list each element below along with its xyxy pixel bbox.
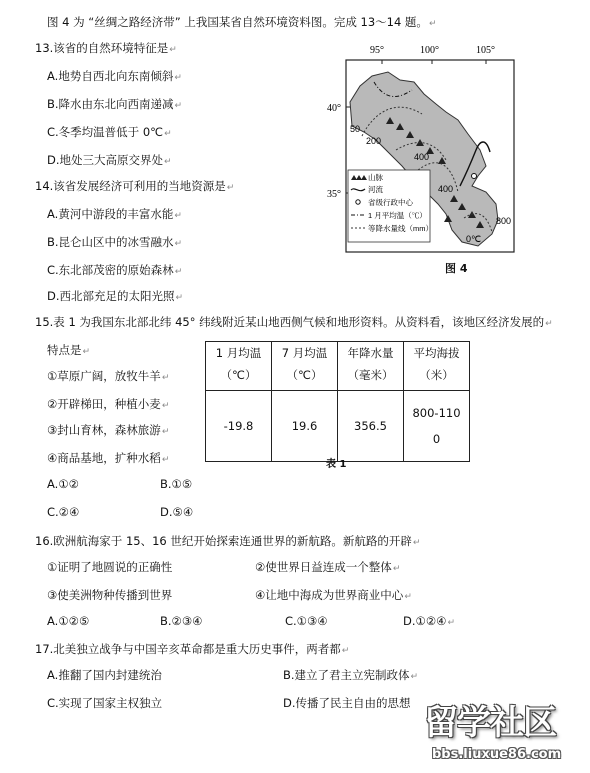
q16-answer-a: A.①②⑤ [47,614,90,628]
q17-option-b: B.建立了君主立宪制政体↵ [283,668,419,682]
legend-january-isotherm: 1 月平均温（℃） [368,211,427,220]
q15-answer-c: C.②④ [47,505,80,519]
q13-option-b: B.降水由东北向西南递减↵ [47,97,183,111]
contour-label-400-a: 400 [414,152,430,162]
contour-label-50: 50 [350,124,361,134]
table-cell-jan-temp: -19.8 [206,391,272,462]
legend-mountain: 山脉 [368,173,383,182]
table-cell-jul-temp: 19.6 [272,391,338,462]
lat-label-40: 40° [327,103,341,114]
q16-option-1: ①证明了地圆说的正确性 [47,560,173,574]
q15-option-3: ③封山育林，森林旅游↵ [47,423,170,437]
q14-option-a: A.黄河中游段的丰富水能↵ [47,207,182,221]
contour-label-800: 800 [496,216,512,226]
q15-option-1: ①草原广阔，放牧牛羊↵ [47,369,170,383]
q14-stem: 14.该省发展经济可利用的当地资源是↵ [35,179,235,193]
map-legend [348,170,433,242]
q13-option-c: C.冬季均温普低于 0℃↵ [47,125,172,139]
contour-label-400-b: 400 [438,184,454,194]
q15-stem-line2: 特点是↵ [47,343,91,357]
q16-option-3: ③使美洲物种传播到世界 [47,588,173,602]
q17-option-d: D.传播了民主自由的思想 [283,696,411,710]
intro-text: 图 4 为 “丝绸之路经济带” 上我国某省自然环境资料图。完成 13～14 题。↵ [47,15,437,29]
q15-answer-a: A.①② [47,477,79,491]
q14-option-d: D.西北部充足的太阳光照↵ [47,289,184,303]
q16-option-2: ②使世界日益连成一个整体↵ [255,560,401,574]
q14-option-c: C.东北部茂密的原始森林↵ [47,263,183,277]
table-header-jul-temp: 7 月均温 （℃） [272,342,338,391]
province-map-figure [326,42,516,254]
q15-stem-line1: 15.表 1 为我国东北部北纬 45° 纬线附近某山地西侧气候和地形资料。从资料看，该地区经济发展的↵ [35,315,553,329]
q15-answer-d: D.⑤④ [160,505,194,519]
q13-option-d: D.地处三大高原交界处↵ [47,153,172,167]
table-header-jan-temp: 1 月均温 （℃） [206,342,272,391]
q16-option-4: ④让地中海成为世界商业中心↵ [255,588,412,602]
table-cell-precip: 356.5 [338,391,404,462]
provincial-capital-marker [472,174,477,179]
lon-label-95: 95° [370,45,384,56]
legend-isohyet: 等降水量线（mm） [368,224,433,233]
q13-option-a: A.地势自西北向东南倾斜↵ [47,69,182,83]
lon-label-105: 105° [476,45,495,56]
q16-answer-d: D.①②④↵ [403,614,455,628]
table-header-elevation: 平均海拔 （米） [404,342,470,391]
lon-label-100: 100° [420,45,439,56]
legend-capital: 省级行政中心 [368,198,413,207]
q16-answer-c: C.①③④ [285,614,328,628]
q16-stem: 16.欧洲航海家于 15、16 世纪开始探索连通世界的新航路。新航路的开辟↵ [35,534,421,548]
q13-stem: 13.该省的自然环境特征是↵ [35,41,177,55]
q17-option-c: C.实现了国家主权独立 [47,696,163,710]
table-header-precip: 年降水量 （毫米） [338,342,404,391]
map-caption: 图 4 [445,262,468,275]
legend-river: 河流 [368,185,383,194]
table-caption: 表 1 [326,459,347,470]
q17-stem: 17.北美独立战争与中国辛亥革命都是重大历史事件，两者都↵ [35,642,350,656]
q15-option-2: ②开辟梯田，种植小麦↵ [47,397,170,411]
q15-answer-b: B.①⑤ [160,477,193,491]
climate-table [205,341,470,462]
watermark-url: bbs.liuxue86.com [432,747,562,762]
site-watermark [424,695,590,773]
q14-option-b: B.昆仑山区中的冰雪融水↵ [47,235,183,249]
contour-label-0c: 0℃ [466,234,482,244]
watermark-title: 留学社区 [424,703,556,743]
q16-answer-b: B.②③④ [160,614,203,628]
contour-label-200: 200 [366,136,382,146]
table-cell-elevation: 800-110 0 [404,391,470,462]
lat-label-35: 35° [327,189,341,200]
q17-option-a: A.推翻了国内封建统治 [47,668,162,682]
q15-option-4: ④商品基地，扩种水稻↵ [47,451,170,465]
